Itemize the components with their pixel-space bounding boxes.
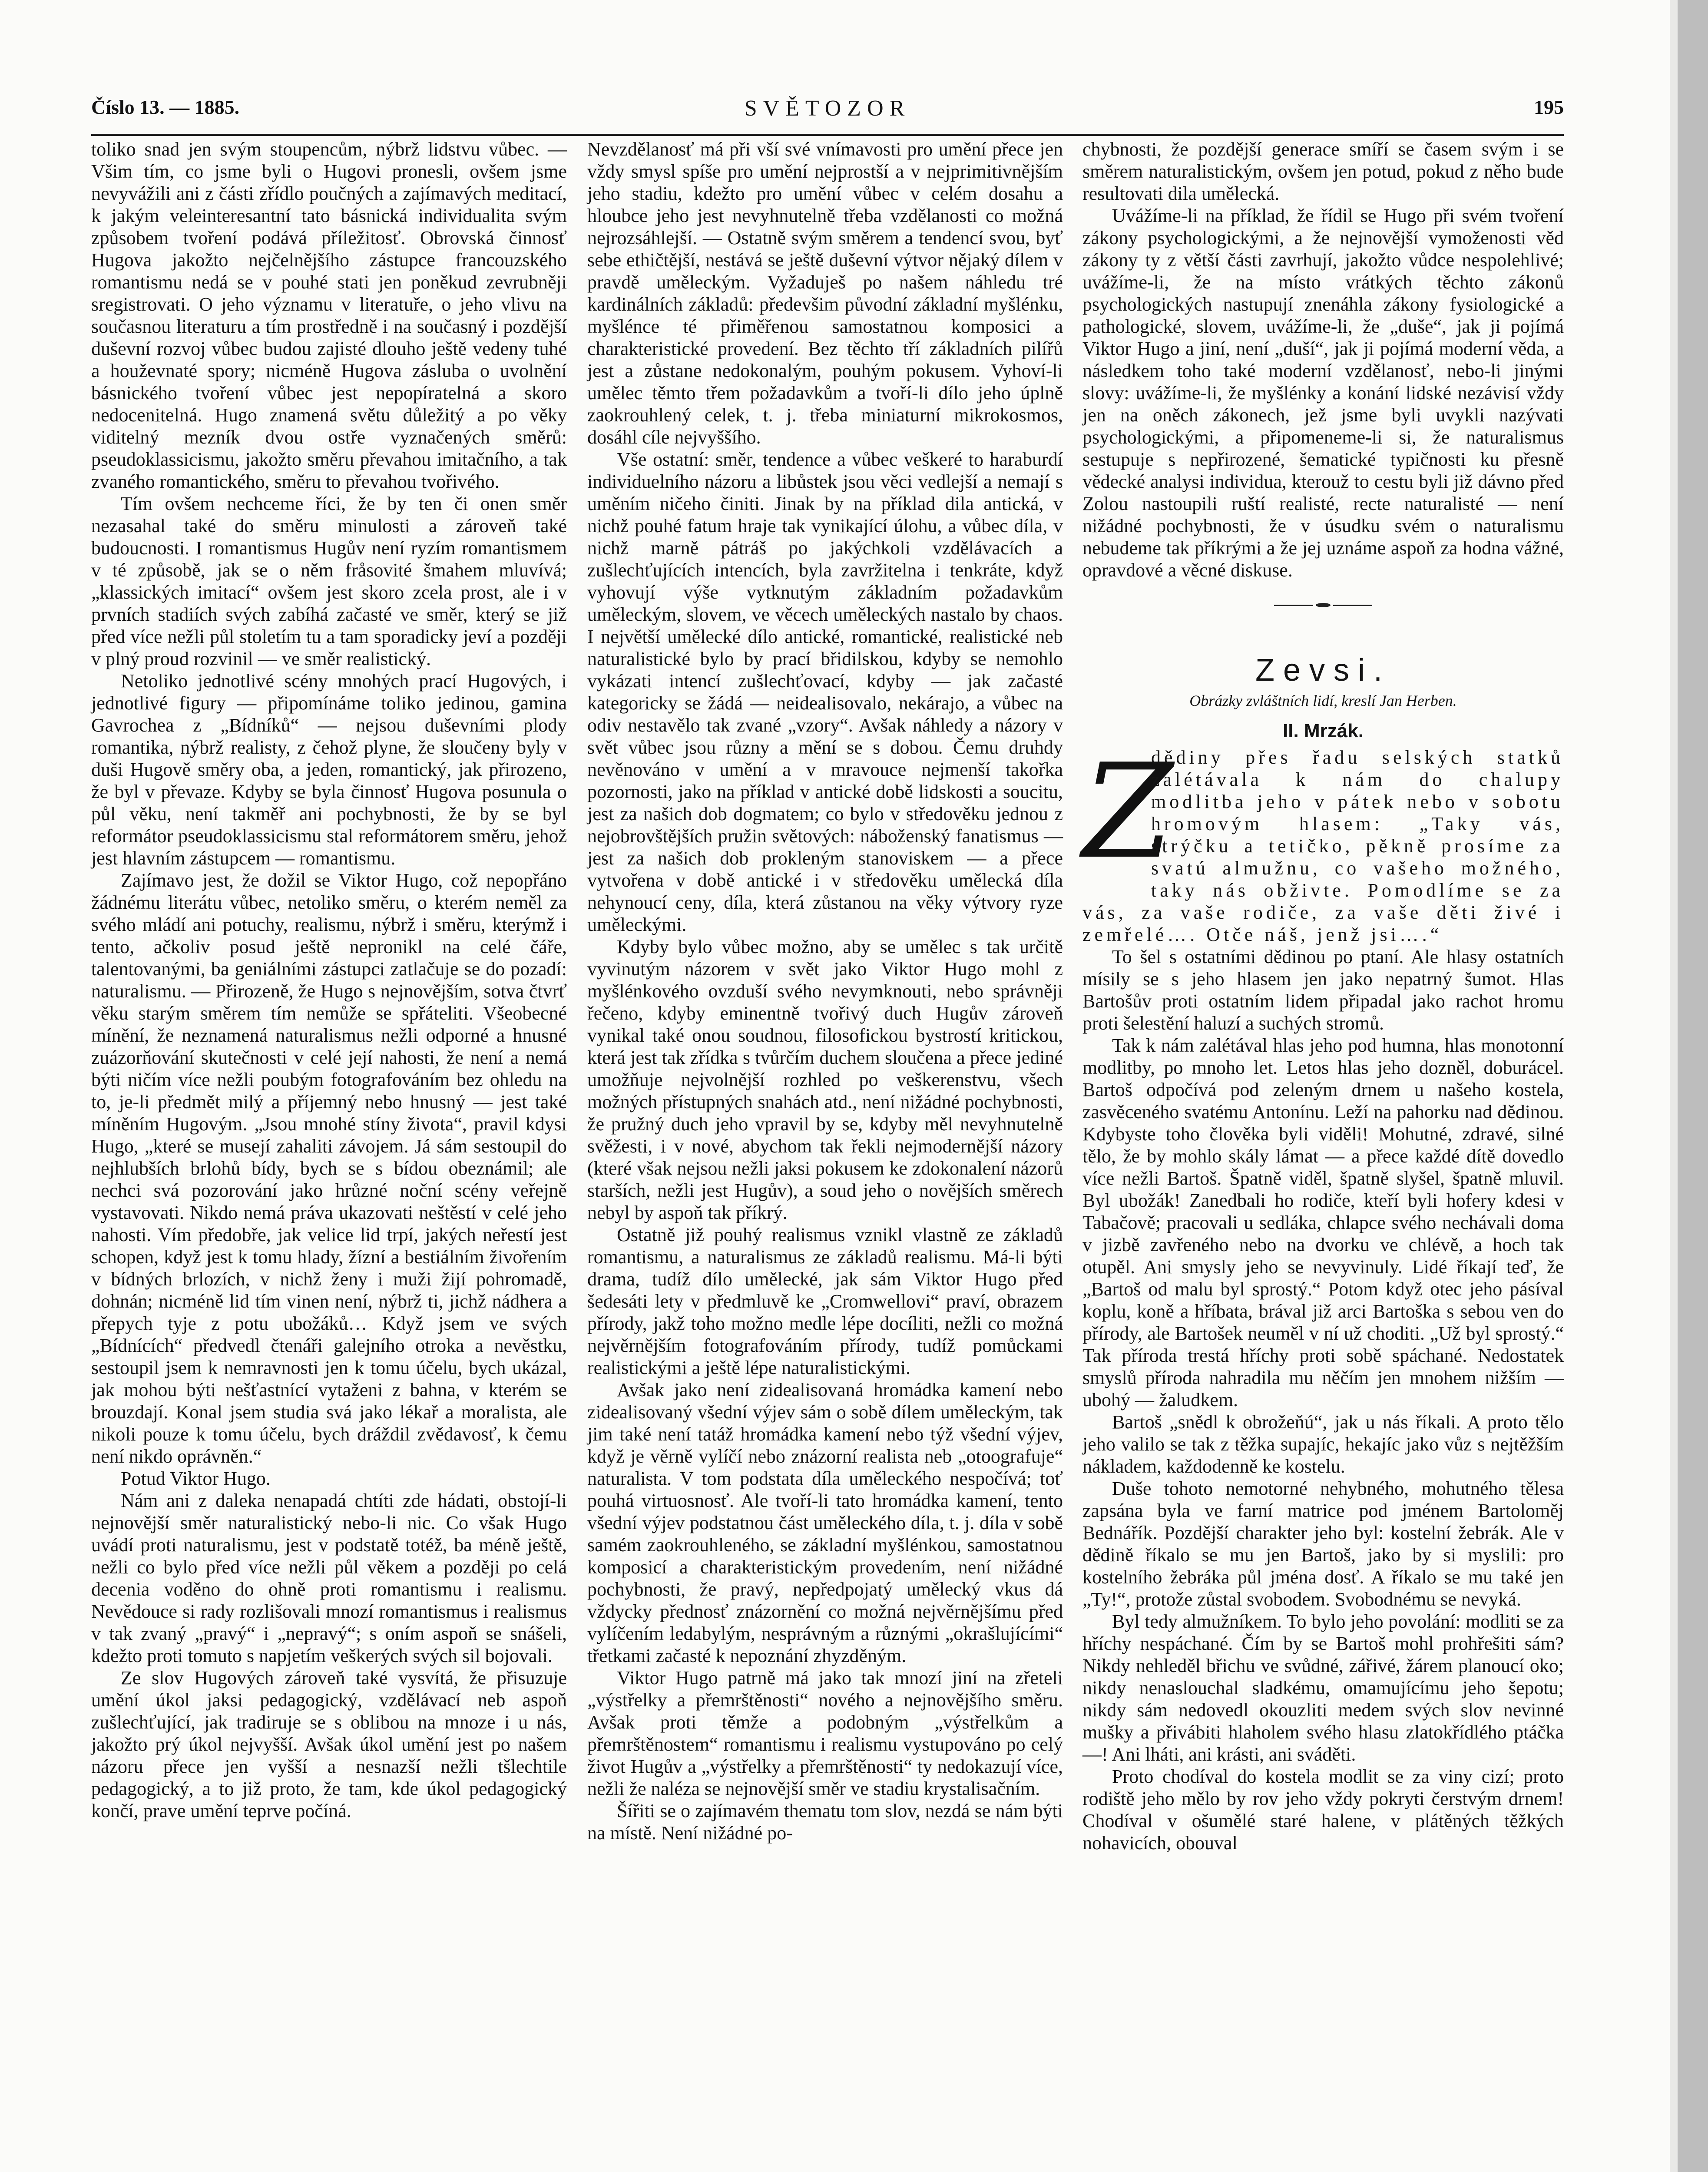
chapter-title: II. Mrzák.	[1283, 720, 1364, 742]
paragraph: Tak k nám zalétával hlas jeho pod humna, hlas monotonní modlitby, po mnoho let. Letos hlas jeho dozněl, doburácel. Bartoš odpočívá pod zeleným drnem u našeho kostela, zasvěceného svatému Antonínu. Leží na pahorku nad dědinou. Kdybyste toho člověka byli viděli! Mohutné, zdravé, silné tělo, že by mohlo skály lámat — a přece každé dítě dovedlo více nežli Bartoš. Špatně viděl, špatně slyšel, špatně mluvil. Byl ubožák! Zanedbali ho rodiče, kteří byli hofery kdesi v Tabačově; pracovali u sedláka, chlapce svého nechávali doma v jizbě zavřeného nebo na dvorku ve chlévě, a hoch tak otupěl. Ani smysly jeho se nevyvinuly. Lidé říkají teď, že „Bartoš od malu byl sprostý.“ Potom když otec jeho pásíval koplu, koně a hříbata, brával již arci Bartoška s sebou ven do přírody, ale Bartošek neuměl v ní už choditi. „Už byl sprostý.“ Tak příroda trestá hříchy proti sobě spáchané. Nedostatek smyslů příroda nahradila mu něčím jen mnohem nižším — ubohý — žaludkem.	[1082, 1035, 1564, 1410]
paragraph: Ze slov Hugových zároveň také vysvítá, že přisuzuje umění úkol jaksi pedagogický, vzdělávací neb aspoň zušlechťující, jak tradiruje se s oblibou na mnoze i u nás, jakožto prý úkol nejvyšší. Avšak úkol umění jest po našem názoru přece jen vyšší a nesnazší nežli tšlechtile pedagogický, a to již proto, že tam, kde úkol pedagogický končí, prave umění teprve počíná.	[91, 1667, 567, 1821]
header-rule	[91, 134, 1564, 136]
page-header	[91, 96, 1564, 130]
paragraph: Netoliko jednotlivé scény mnohých prací Hugových, i jednotlivé figury — připomínáme toliko jedinou, gamina Gavrochea z „Bídníků“ — nejsou duševními plody romantika, nýbrž realisty, z čehož plyne, že sloučeny byly v duši Hugově směry oba, a jeden, romantický, jak přirozeno, že byl v převaze. Kdyby se byla činnosť Hugova posunula o půl věku, není takměř ani pochybnosti, že by se byl reformátor pseudoklassicismu stal reformátorem směru, jehož jest hlavním zástupcem — romantismu.	[91, 670, 567, 869]
drop-cap: Z	[1082, 736, 1173, 887]
paragraph: Kdyby bylo vůbec možno, aby se umělec s tak určitě vyvinutým názorem v svět jako Viktor Hugo mohl z myšlénkového ovzduší svého nevymknouti, nebo správněji řečeno, kdyby eminentně tvořivý duch Hugův zároveň vynikal také onou soudnou, filosofickou bystrostí kritickou, která jest tak zřídka s tvůrčím duchem sloučena a přece jediné umožňuje nejvolnější rozhled po veškerenstvu, všech možných přístupných snahách atd., není nižádné pochybnosti, že pružný duch jeho vpravil by se, kdyby měl nevyhnutelně svěžesti, i v nové, abychom tak řekli nejmodernější názory (které však nejsou nežli jaksi pokusem ke zdokonalení názorů starších, nežli jest Hugův), a soud jeho o novějších směrech nebyl by aspoň tak příkrý.	[587, 936, 1063, 1223]
paragraph: Nevzdělanosť má při vší své vnímavosti pro umění přece jen vždy smysl spíše pro umění nejprostší a v nejprimitivnějším jeho stadiu, kdežto pro umění vůbec v celém dosahu a hloubce jeho jest nevyhnutelně třeba vzdělanosti co možná nejrozsáhlejší. — Ostatně svým směrem a tendencí svou, byť sebe ethičtější, nestává se ještě duševní výtvor nějaký dílem v pravdě uměleckým. Vyžaduješ po našem náhledu tré kardinálních základů: předevšim původní základní myšlénku, myšlénce té přiměřenou samostatnou komposici a charakteristické provedení. Bez těchto tří základních pilířů jest a zůstane nedokonalým, pouhým pokusem. Vyhoví-li umělec těmto třem požadavkům a tvoří-li dílo jeho úplně zaokrouhlený celek, t. j. třeba miniaturní mikrokosmos, dosáhl cíle nejvyššího.	[587, 139, 1063, 448]
paragraph: To šel s ostatními dědinou po ptaní. Ale hlasy ostatních mísily se s jeho hlasem jen jako nepatrný šumot. Hlas Bartošův proti ostatním lidem připadal jako rachot hromu proti šelestění haluzí a suchých stromů.	[1082, 946, 1564, 1034]
paragraph: Potud Viktor Hugo.	[121, 1468, 271, 1489]
paragraph: Viktor Hugo patrně má jako tak mnozí jiní na zřeteli „výstřelky a přemrštěnosti“ nového a nejnovějšího směru. Avšak proti těmže a podobným „výstřelkům a přemrštěnostem“ romantismu i realismu vystupováno po celý život Hugův a „výstřelky a přemrštěnosti“ ty nedokazují více, nežli že naléza se nejnovější směr ve stadiu krystalisačním.	[587, 1667, 1063, 1799]
paragraph: toliko snad jen svým stoupencům, nýbrž lidstvu vůbec. — Všim tím, co jsme byli o Hugovi pronesli, ovšem jsme nevyvážili ani z části zřídlo poučných a zajímavých meditací, k jakým veleinteresantní tato básnická individualita svým způsobem tvoření podává příležitosť. Obrovská činnosť Hugova jakožto nejčelnějšího zástupce francouzského romantismu nedá se v pouhé stati jen poněkud zevrubněji sregistrovati. O jeho významu v literatuře, o jeho vlivu na současnou literaturu a tím prostředně i na současný i pozdější duševní rozvoj vůbec budou zajisté dlouho ještě vedeny tuhé a houževnaté spory; nicméně Hugova zásluba o uvolnění básnického tvoření vůbec jest nepopíratelná a skoro nedocenitelná. Hugo znamená světu důležitý a po věky viditelný mezník dvou ostře vyznačených směrů: pseudoklassicismu, jakožto směru převahou imitačního, a tak zvaného romantického, směru to převahou tvořivého.	[91, 139, 567, 492]
paragraph: Zajímavo jest, že dožil se Viktor Hugo, což nepopřáno žádnému literátu vůbec, netoliko směru, o kterém neměl za svého mládí ani potuchy, realismu, nýbrž i směru, kterýmž i tento, ačkoliv posud ještě nepronikl na celé čáře, talentovanými, ba geniálními zástupci zatlačuje se do pozadí: naturalismu. — Přirozeně, že Hugo s nejnovějším, sotva čtvrť věku starým směrem tím nemůže se spřáteliti. Všeobecné mínění, že neznamená naturalismus nežli odporné a hnusné zuázorňování skutečnosti v celé její nahosti, že není a nemá býti ničím více nežli poubým fotografováním bez ohledu na to, je-li předmět milý a příjemný nebo hnusný — jest také míněním Hugovým. „Jsou mnohé stíny života“, pravil kdysi Hugo, „které se musejí zahaliti závojem. Já sám sestoupil do nejhlubších brlohů bídy, bych se s bídou obeznámil; ale nechci svá pozorování jako hrůzné noční scény veřejně vystavovati. Nikdo nemá práva ukazovati neštěstí v celé jeho nahosti. Vím předobře, jak velice lid trpí, jakých neřestí jest schopen, když jest k tomu hlady, žízní a bestiálním živořením v bídných brlozích, v nichž ženy i muži žijí pohromadě, dohnán; nicméně lid tím vinen není, nýbrž ti, jichž nádhera a přepych tyje z potu ubožáků… Když jsem ve svých „Bídnících“ předvedl čtenáři galejního otroka a nevěstku, sestoupil jsem k nemravnosti jen k tomu účelu, bych ukázal, jak mohou býti nešťastnící vytaženi z bahna, v kterém se brouzdají. Konal jsem studia svá jako lékař a moralista, ale nikoli pouze k tomu účelu, bych dráždil zvědavosť, k čemu není nikdo oprávněn.“	[91, 870, 567, 1467]
paragraph: chybnosti, že pozdější generace smíří se časem svým i se směrem naturalistickým, ovšem jen potud, pokud z něho bude resultovati dila umělecká.	[1082, 139, 1564, 204]
column-3	[1082, 138, 1564, 1854]
paragraph: Šířiti se o zajímavém thematu tom slov, nezdá se nám býti na místě. Není nižádné po-	[587, 1800, 1063, 1844]
paragraph: Uvážíme-li na příklad, že řídil se Hugo při svém tvoření zákony psychologickými, a že nejnovější vymoženosti věd zákony ty z větší části zavrhují, jakožto vůdce nespolehlivé; uvážíme-li, že na místo vrátkých těchto zákonů psychologických nastupují znenáhla zákony fysiologické a pathologické, slovem, uvážíme-li, že „duše“, jak ji pojímá Viktor Hugo a jiní, není „duší“, jak ji pojímá moderní věda, a následkem toho také moderní vzdělanosť, nebo-li jinými slovy: uvážíme-li, že myšlénky a konání lidské nezávisí vždy jen na oněch zákonech, jež jsme byli uvykli nazývati psychologickými, a připomeneme-li si, že naturalismus sestupuje s nepřirozené, šematické typičnosti ku přesně vědecké analysi individua, kterouž to cestu byli již dávno před Zolou nastoupili ruští realisté, recte naturalisté — není nižádné pochybnosti, že v úsudku svém o naturalismu nebudeme tak příkrými a že jej uznáme aspoň za hodna vážné, opravdové a věcné diskuse.	[1082, 205, 1564, 581]
section-subtitle: Obrázky zvláštních lidí, kreslí Jan Herben.	[1189, 692, 1457, 709]
scan-edge-shadow	[1670, 0, 1678, 2172]
paragraph: dědiny přes řadu selských statků zalétávala k nám do chalupy modlitba jeho v pátek nebo v sobotu hromovým hlasem: „Taky vás, strýčku a tetičko, pěkně prosíme za svatú almužnu, co vašeho možného, taky nás obživte. Pomodlíme se za vás, za vaše rodiče, za vaše děti živé i zemřelé…. Otče náš, jenž jsi….“	[1082, 747, 1564, 945]
scan-edge	[1678, 0, 1708, 2172]
story-opening	[1082, 736, 1564, 946]
paragraph: Ostatně již pouhý realismus vznikl vlastně ze základů romantismu, a naturalismus ze základů realismu. Má-li býti drama, tudíž dílo umělecké, jak sám Viktor Hugo před šedesáti lety v předmluvě ke „Cromwellovi“ praví, obrazem přírody, jakž toho možno medle lépe docíliti, nežli co možná nejvěrnějším fotografováním přírody, tudíž pomůckami realistickými a ještě lépe naturalistickými.	[587, 1224, 1063, 1378]
paragraph: Vše ostatní: směr, tendence a vůbec veškeré to haraburdí individuelního názoru a libůstek jsou věci vedlejší a nemají s uměním ničeho činiti. Jinak by na příklad dila antická, v nichž pouhé fatum hraje tak vynikající úlohu, a vůbec díla, v nichž marně pátráš po jakýchkoli vzdělávacích a zušlechťujících intencích, byla zavržitelna i tenkráte, když vyhovují výše vytknutým základním požadavkům uměleckým, slovem, ve věcech uměleckých nastalo by chaos. I největší umělecké dílo antické, romantické, realistické neb naturalistické bylo by prací břidilskou, kdyby se nemohlo vykázati intencí zušlechťovací, kdyby — jak začasté kategoricky se žádá — neidealisovalo, nekárajo, a vůbec na odiv nestavělo tak zvané „vzory“. Avšak náhledy a názory v svět vůbec jsou různy a mění se s dobou. Čemu druhdy nevěnováno v umění a v mravouce nejmenší takořka pozornosti, jako na příklad v antické době lidskosti a soucitu, jest za našich dob dogmatem; co bylo v středověku jednou z nejobrovštějších pružin světových: náboženský fanatismus — jest za našich dob prokleným stanoviskem — a přece vytvořena v době antické i v středověku umělecká díla nehynoucí ceny, díla, která zůstanou na věky výtvory ryze uměleckými.	[587, 449, 1063, 935]
paragraph: Avšak jako není zidealisovaná hromádka kamení nebo zidealisovaný všední výjev sám o sobě dílem uměleckým, tak jim také není tatáž hromádka kamení nebo týž všední výjev, když je věrně vylíčí nebo znázorní realista neb „otoografuje“ naturalista. V tom podstata díla uměleckého nespočívá; toť pouhá virtuosnosť. Ale tvoří-li tato hromádka kamení, tento všední výjev podstatnou část uměleckého díla, t. j. díla v sobě samém zaokrouhleného, se základní myšlénkou, samostatnou komposicí a charakteristickým provedením, není nižádné pochybnosti, že pravý, nepředpojatý umělecký vkus dá vždycky přednosť znázornění co možná nejvěrnějšímu před vylíčením ledabylým, nesprávným a různými „okrašlujícími“ třetkami začasté k nepoznání zhyzděným.	[587, 1379, 1063, 1666]
issue-number: Číslo 13. — 1885.	[91, 96, 240, 118]
paragraph: Bartoš „snědl k obrožeňú“, jak u nás říkali. A proto tělo jeho valilo se tak z těžka supajíc, hekajíc jako vůz s nejtěžším nákladem, každodenně ke kostelu.	[1082, 1411, 1564, 1477]
masthead-title: SVĚTOZOR	[744, 96, 911, 121]
section-ornament	[1082, 581, 1564, 629]
column-1	[91, 138, 567, 1822]
paragraph: Tím ovšem nechceme říci, že by ten či onen směr nezasahal také do směru minulosti a zároveň také budoucnosti. I romantismus Hugův není ryzím romantismem v té způsobě, jak se o něm fråsovité šmahem mluvívá; „klassických imitací“ ovšem jest skoro zcela prost, ale i v prvních stadiích svých zabíhá začasté ve směr, který se již před více nežli půl stoletím tu a tam sporadicky jeví a později v plný proud rozvinil — ve směr realistický.	[91, 493, 567, 669]
page-number: 195	[1534, 96, 1564, 118]
paragraph: Proto chodíval do kostela modlit se za viny cizí; proto rodiště jeho mělo by rov jeho vždy pokryti čerstvým drnem! Chodíval v ošumělé staré halene, v plátěných těžkých nohavicích, obouval	[1082, 1766, 1564, 1854]
paragraph: Byl tedy almužníkem. To bylo jeho povolání: modliti se za hříchy nespáchané. Čím by se Bartoš mohl prohřešiti sám? Nikdy nehleděl břichu ve svůdné, zářivé, žárem planoucí oko; nikdy nenaslouchal sladkému, omamujícímu jeho šepotu; nikdy sám nedovedl okouzliti medem svých slov nevinné mušky a přivábiti hlaholem svého hlasu zlatokřídlého ptáčka —! Ani lháti, ani krásti, ani sváděti.	[1082, 1611, 1564, 1765]
section-title: Zevsi.	[1255, 653, 1391, 688]
paragraph: Duše tohoto nemotorné nehybného, mohutného tělesa zapsána byla ve farní matrice pod jménem Bartoloměj Bednářík. Pozdější charakter jeho byl: kostelní žebrák. Ale v dědině říkalo se mu jen Bartoš, jako by si myslili: pro kostelního žebráka půl jména dosť. A říkalo se mu také jen „Ty!“, protože zůstal svobodem. Svobodnému se nevyká.	[1082, 1478, 1564, 1610]
column-2	[587, 138, 1063, 1844]
paragraph: Nám ani z daleka nenapadá chtíti zde hádati, obstojí-li nejnovější směr naturalistický nebo-li nic. Co však Hugo uvádí proti naturalismu, jest v podstatě totéž, ba méně ještě, nežli co bylo před více nežli půl věkem a později po celá decenia voděno do ohně proti romantismu i realismu. Nevědouce si rady rozlišovali mnozí romantismus i realismus v tak zvaný „pravý“ i „nepravý“; s oním aspoň se snášeli, kdežto proti tomuto s napjetím veškerých svých sil bojovali.	[91, 1490, 567, 1666]
